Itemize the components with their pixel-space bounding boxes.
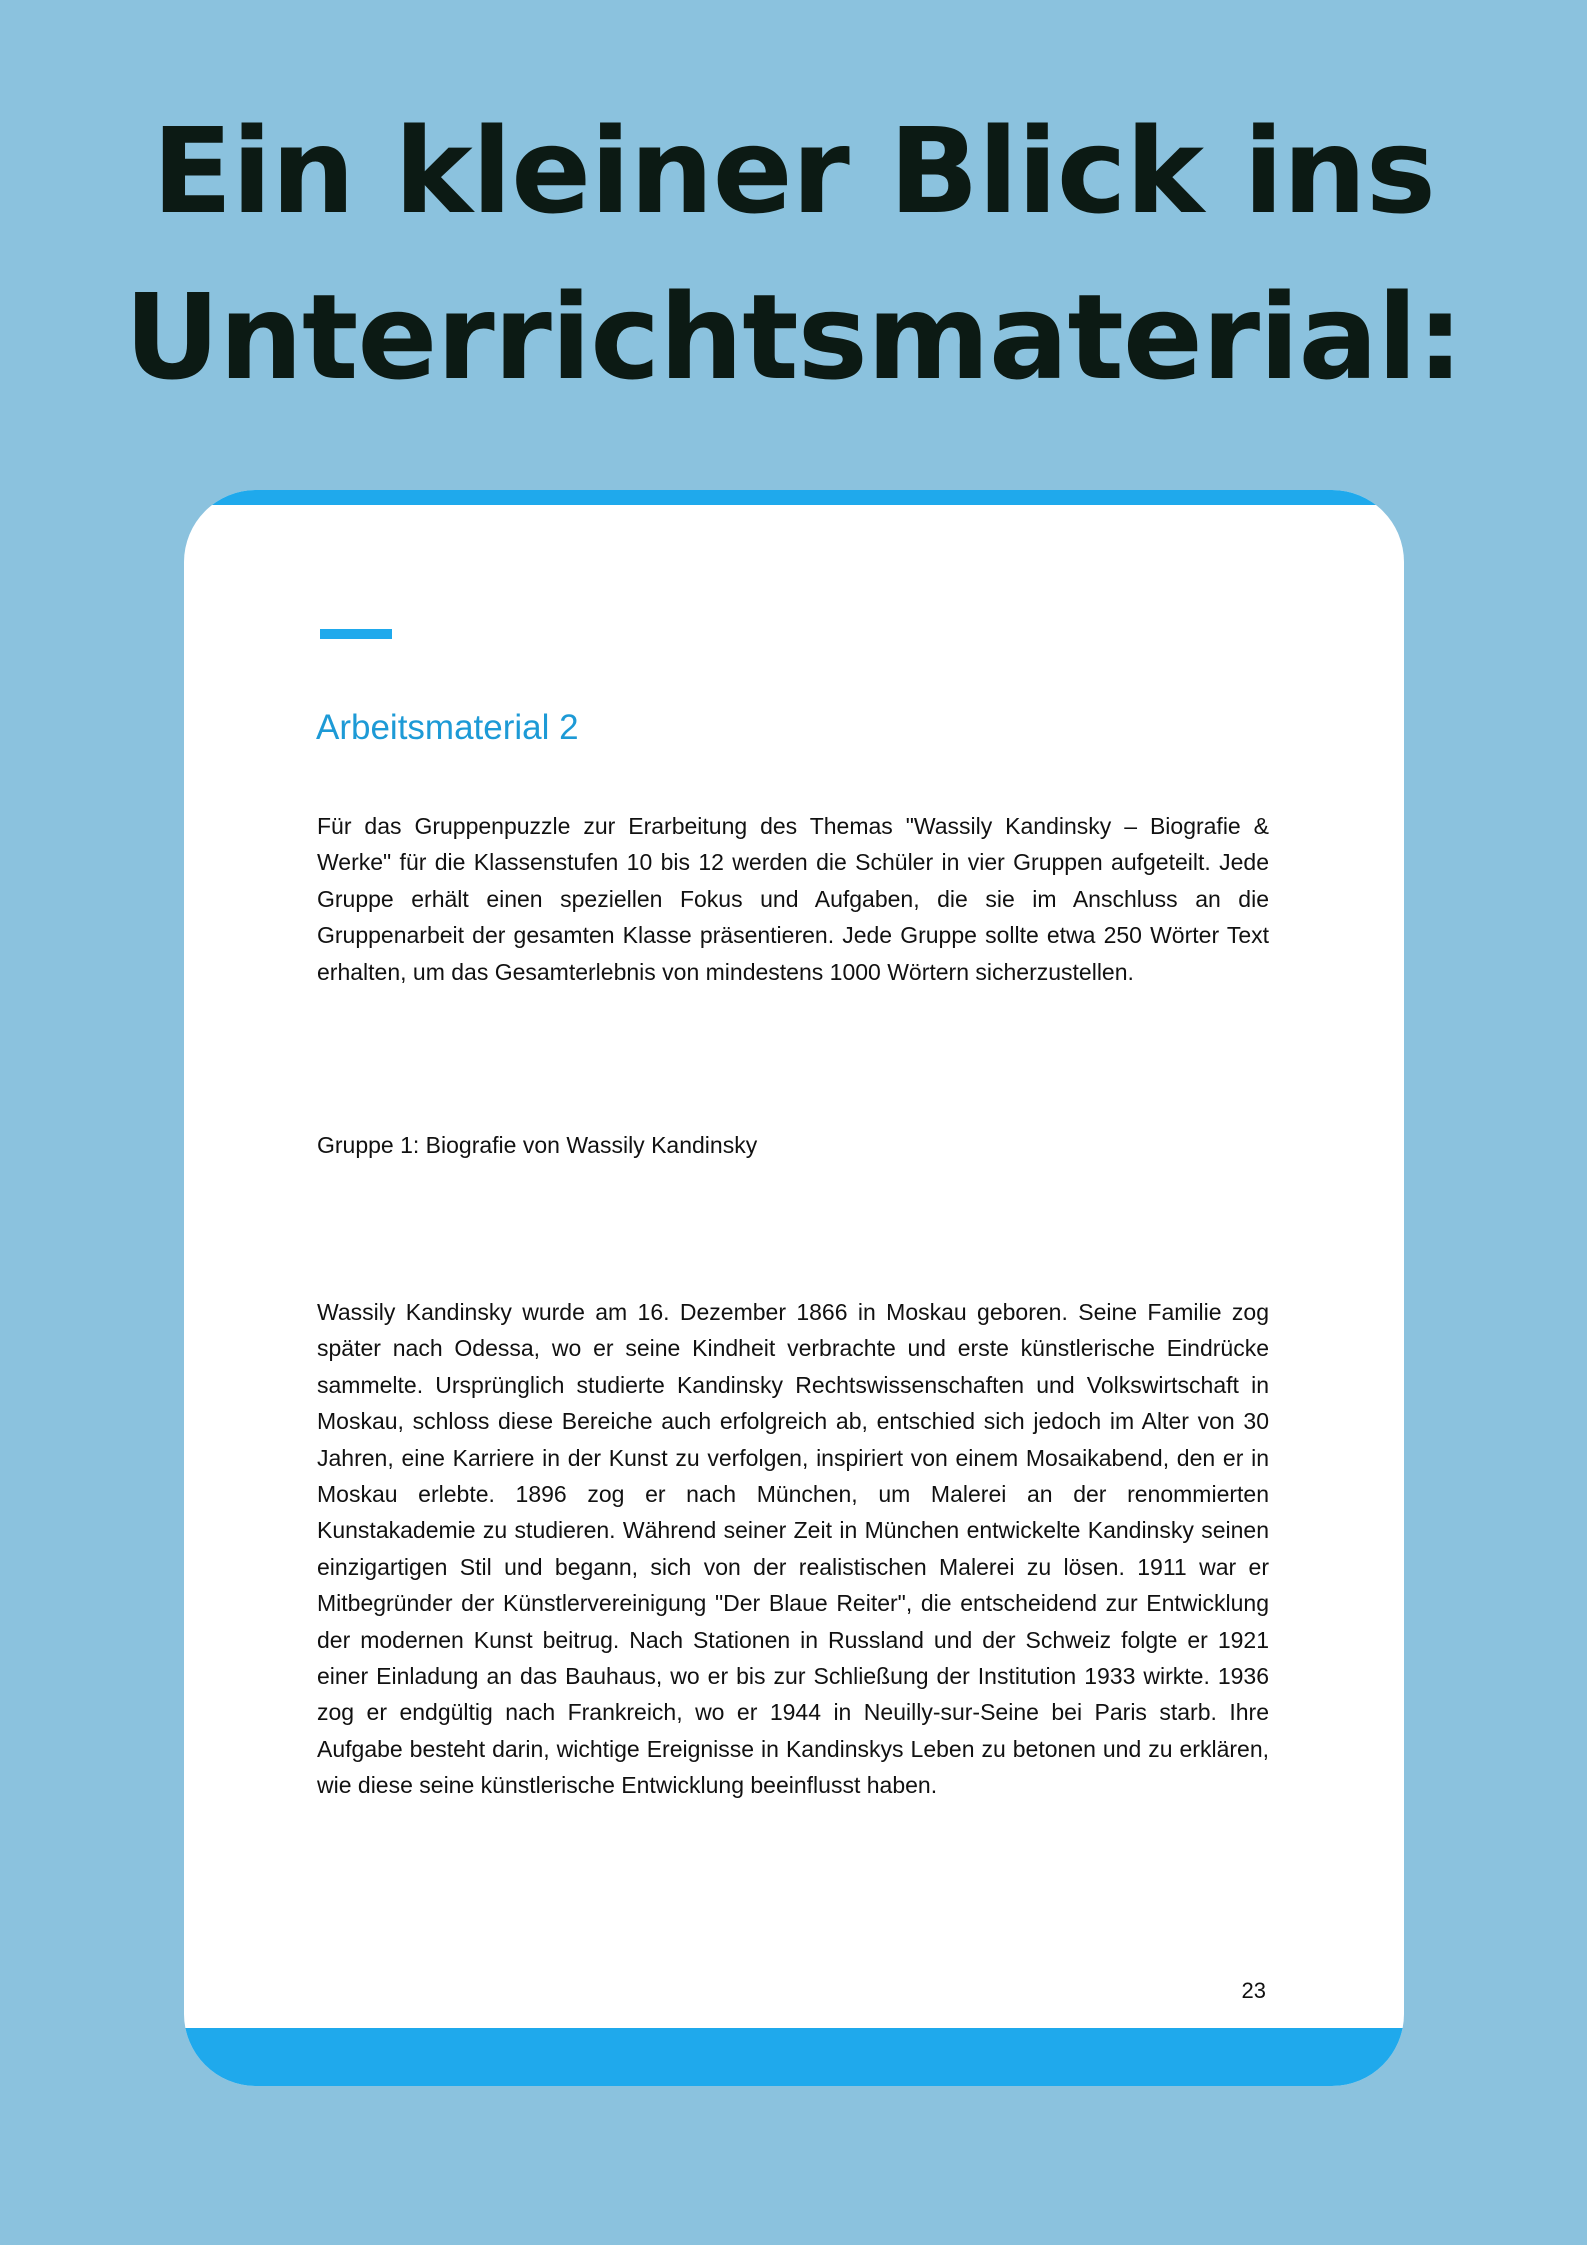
group-heading: Gruppe 1: Biografie von Wassily Kandinsky (317, 1132, 758, 1158)
biography-paragraph: Wassily Kandinsky wurde am 16. Dezember 1866 in Moskau geboren. Seine Familie zog später nach Odessa, wo er seine Kindheit verbrachte und erste künstlerische Eindrücke sammelte. Ursprünglich studierte Kandinsky Rechtswissenschaften und Volkswirtschaft in Moskau, schloss diese Bereiche auch erfolgreich ab, entschied sich jedoch im Alter von 30 Jahren, eine Karriere in der Kunst zu verfolgen, inspiriert von einem Mosaikabend, den er in Moskau erlebte. 1896 zog er nach München, um Malerei an der renommierten Kunstakademie zu studieren. Während seiner Zeit in München entwickelte Kandinsky seinen einzigartigen Stil und begann, sich von der realistischen Malerei zu lösen. 1911 war er Mitbegründer der Künstlervereinigung "Der Blaue Reiter", die entscheidend zur Entwicklung der modernen Kunst beitrug. Nach Stationen in Russland und der Schweiz folgte er 1921 einer Einladung an das Bauhaus, wo er bis zur Schließung der Institution 1933 wirkte. 1936 zog er endgültig nach Frankreich, wo er 1944 in Neuilly-sur-Seine bei Paris starb. Ihre Aufgabe besteht darin, wichtige Ereignisse in Kandinskys Leben zu betonen und zu erklären, wie diese seine künstlerische Entwicklung beeinflusst haben. (317, 1299, 1269, 1799)
document-card (184, 490, 1404, 2086)
intro-paragraph: Für das Gruppenpuzzle zur Erarbeitung des Themas "Wassily Kandinsky – Biografie & Werke" für die Klassenstufen 10 bis 12 werden die Schüler in vier Gruppen aufgeteilt. Jede Gruppe erhält einen speziellen Fokus und Aufgaben, die sie im Anschluss an die Gruppenarbeit der gesamten Klasse präsentieren. Jede Gruppe sollte etwa 250 Wörter Text erhalten, um das Gesamterlebnis von mindestens 1000 Wörtern sicherzustellen. (317, 813, 1269, 985)
page-heading-line-1: Ein kleiner Blick ins (152, 102, 1435, 240)
card-top-accent-bar (184, 490, 1404, 505)
card-bottom-accent-bar (184, 2028, 1404, 2086)
page-heading (0, 88, 1587, 420)
accent-dash (320, 629, 392, 639)
section-title: Arbeitsmaterial 2 (316, 708, 579, 747)
page-heading-line-2: Unterrichtsmaterial: (124, 268, 1463, 406)
page-number: 23 (1241, 1978, 1266, 2003)
